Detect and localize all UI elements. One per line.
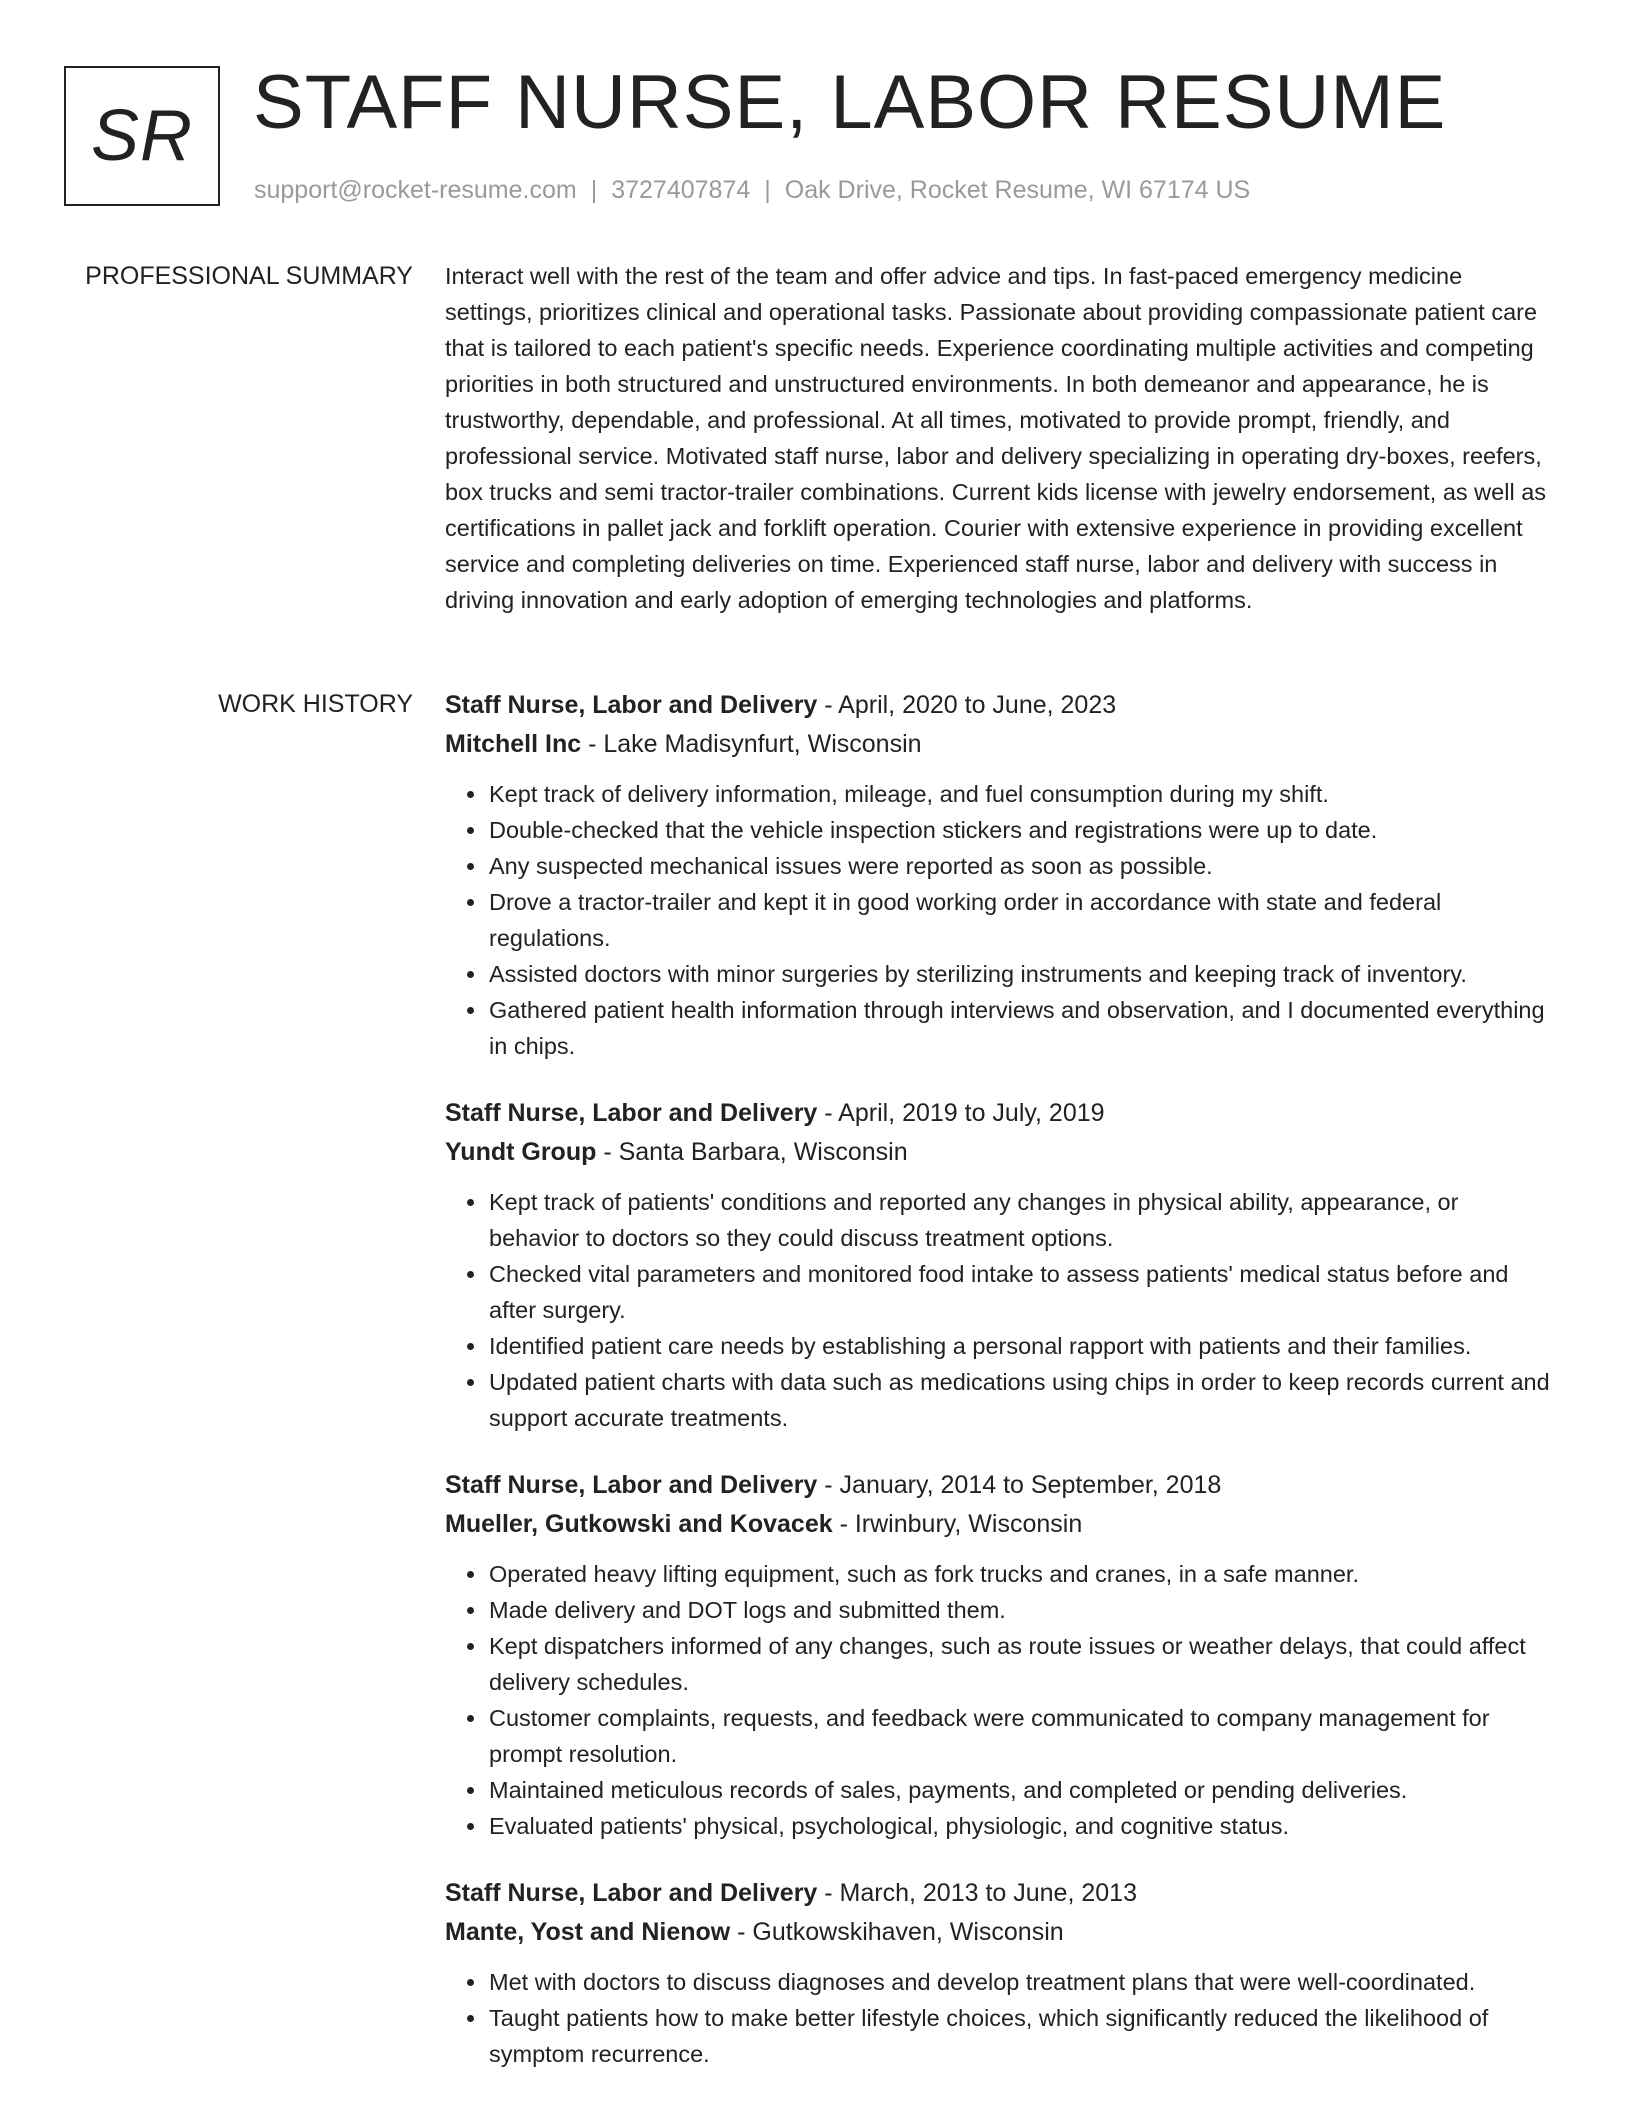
job-bullet: • Taught patients how to make better lifestyle choices, which significantly reduced the likelihood of symptom recurrence. xyxy=(488,2000,1555,2072)
job-dates: - January, 2014 to September, 2018 xyxy=(817,1471,1222,1499)
job-bullet: • Drove a tractor-trailer and kept it in good working order in accordance with state and federal regulations. xyxy=(488,884,1555,956)
job-bullet-list xyxy=(445,1184,1555,1436)
job-bullet: • Checked vital parameters and monitored food intake to assess patients' medical status before and after surgery. xyxy=(488,1256,1555,1328)
job-dates: - April, 2019 to July, 2019 xyxy=(817,1099,1105,1127)
job-bullet: • Assisted doctors with minor surgeries by sterilizing instruments and keeping track of inventory. xyxy=(488,956,1555,992)
job-bullet: • Evaluated patients' physical, psychological, physiologic, and cognitive status. xyxy=(488,1808,1555,1844)
job-bullet: • Made delivery and DOT logs and submitted them. xyxy=(488,1592,1555,1628)
job-title: Staff Nurse, Labor and Delivery xyxy=(445,1099,818,1127)
contact-line xyxy=(254,174,1250,206)
job-title-line xyxy=(445,1874,1555,1913)
job-location: - Gutkowskihaven, Wisconsin xyxy=(730,1918,1064,1946)
job-location: - Lake Madisynfurt, Wisconsin xyxy=(581,730,922,758)
work-history-list xyxy=(445,686,1555,2102)
job-bullet: • Any suspected mechanical issues were reported as soon as possible. xyxy=(488,848,1555,884)
job-title: Staff Nurse, Labor and Delivery xyxy=(445,691,818,719)
job-entry xyxy=(445,1874,1555,2072)
job-bullet: • Updated patient charts with data such as medications using chips in order to keep records current and support accurate treatments. xyxy=(488,1364,1555,1436)
job-bullet: • Double-checked that the vehicle inspection stickers and registrations were up to date. xyxy=(488,812,1555,848)
summary-text: Interact well with the rest of the team and offer advice and tips. In fast-paced emergency medicine settings, prioritizes clinical and operational tasks. Passionate about providing compassionate patient care that is tailored to each patient's specific needs. Experience coordinating multiple activities and competing priorities in both structured and unstructured environments. In both demeanor and appearance, he is trustworthy, dependable, and professional. At all times, motivated to provide prompt, friendly, and professional service. Motivated staff nurse, labor and delivery specializing in operating dry-boxes, reefers, box trucks and semi tractor-trailer combinations. Current kids license with jewelry endorsement, as well as certifications in pallet jack and forklift operation. Courier with extensive experience in providing excellent service and completing deliveries on time. Experienced staff nurse, labor and delivery with success in driving innovation and early adoption of emerging technologies and platforms. xyxy=(445,263,1547,613)
job-bullet-list xyxy=(445,776,1555,1064)
job-bullet: • Operated heavy lifting equipment, such as fork trucks and cranes, in a safe manner. xyxy=(488,1556,1555,1592)
job-bullet: • Customer complaints, requests, and feedback were communicated to company management for prompt resolution. xyxy=(488,1700,1555,1772)
job-bullet: • Maintained meticulous records of sales, payments, and completed or pending deliveries. xyxy=(488,1772,1555,1808)
contact-phone[interactable]: 3727407874 xyxy=(611,176,751,204)
job-title: Staff Nurse, Labor and Delivery xyxy=(445,1879,818,1907)
job-bullet: • Kept dispatchers informed of any changes, such as route issues or weather delays, that could affect delivery schedules. xyxy=(488,1628,1555,1700)
job-bullet: • Met with doctors to discuss diagnoses and develop treatment plans that were well-coordinated. xyxy=(488,1964,1555,2000)
job-company-line xyxy=(445,725,1555,764)
job-title-line xyxy=(445,686,1555,725)
job-company: Mante, Yost and Nienow xyxy=(445,1918,731,1946)
job-company-line xyxy=(445,1505,1555,1544)
resume-title: STAFF NURSE, LABOR RESUME xyxy=(253,60,1447,145)
monogram-initials: SR xyxy=(90,96,194,176)
contact-address: Oak Drive, Rocket Resume, WI 67174 US xyxy=(784,176,1251,204)
summary-heading: PROFESSIONAL SUMMARY xyxy=(85,262,413,290)
job-bullet: • Kept track of delivery information, mileage, and fuel consumption during my shift. xyxy=(488,776,1555,812)
job-bullet-list xyxy=(445,1964,1555,2072)
job-company-line xyxy=(445,1913,1555,1952)
job-company: Yundt Group xyxy=(445,1138,597,1166)
job-entry xyxy=(445,1466,1555,1844)
job-company-line xyxy=(445,1133,1555,1172)
contact-separator: | xyxy=(590,176,598,204)
job-bullet: • Identified patient care needs by establishing a personal rapport with patients and their families. xyxy=(488,1328,1555,1364)
job-bullet-list xyxy=(445,1556,1555,1844)
job-bullet: • Kept track of patients' conditions and reported any changes in physical ability, appearance, or behavior to doctors so they could discuss treatment options. xyxy=(488,1184,1555,1256)
job-company: Mitchell Inc xyxy=(445,730,582,758)
job-dates: - March, 2013 to June, 2013 xyxy=(817,1879,1137,1907)
job-company: Mueller, Gutkowski and Kovacek xyxy=(445,1510,833,1538)
job-location: - Santa Barbara, Wisconsin xyxy=(596,1138,908,1166)
job-location: - Irwinbury, Wisconsin xyxy=(832,1510,1083,1538)
monogram-box xyxy=(64,66,220,206)
contact-separator: | xyxy=(764,176,771,204)
job-bullet: • Gathered patient health information through interviews and observation, and I documented everything in chips. xyxy=(488,992,1555,1064)
job-title-line xyxy=(445,1466,1555,1505)
job-title: Staff Nurse, Labor and Delivery xyxy=(445,1471,818,1499)
job-entry xyxy=(445,1094,1555,1436)
job-entry xyxy=(445,686,1555,1064)
contact-email[interactable]: support@rocket-resume.com xyxy=(254,176,577,204)
job-title-line xyxy=(445,1094,1555,1133)
job-dates: - April, 2020 to June, 2023 xyxy=(817,691,1117,719)
work-history-heading: WORK HISTORY xyxy=(218,690,413,718)
